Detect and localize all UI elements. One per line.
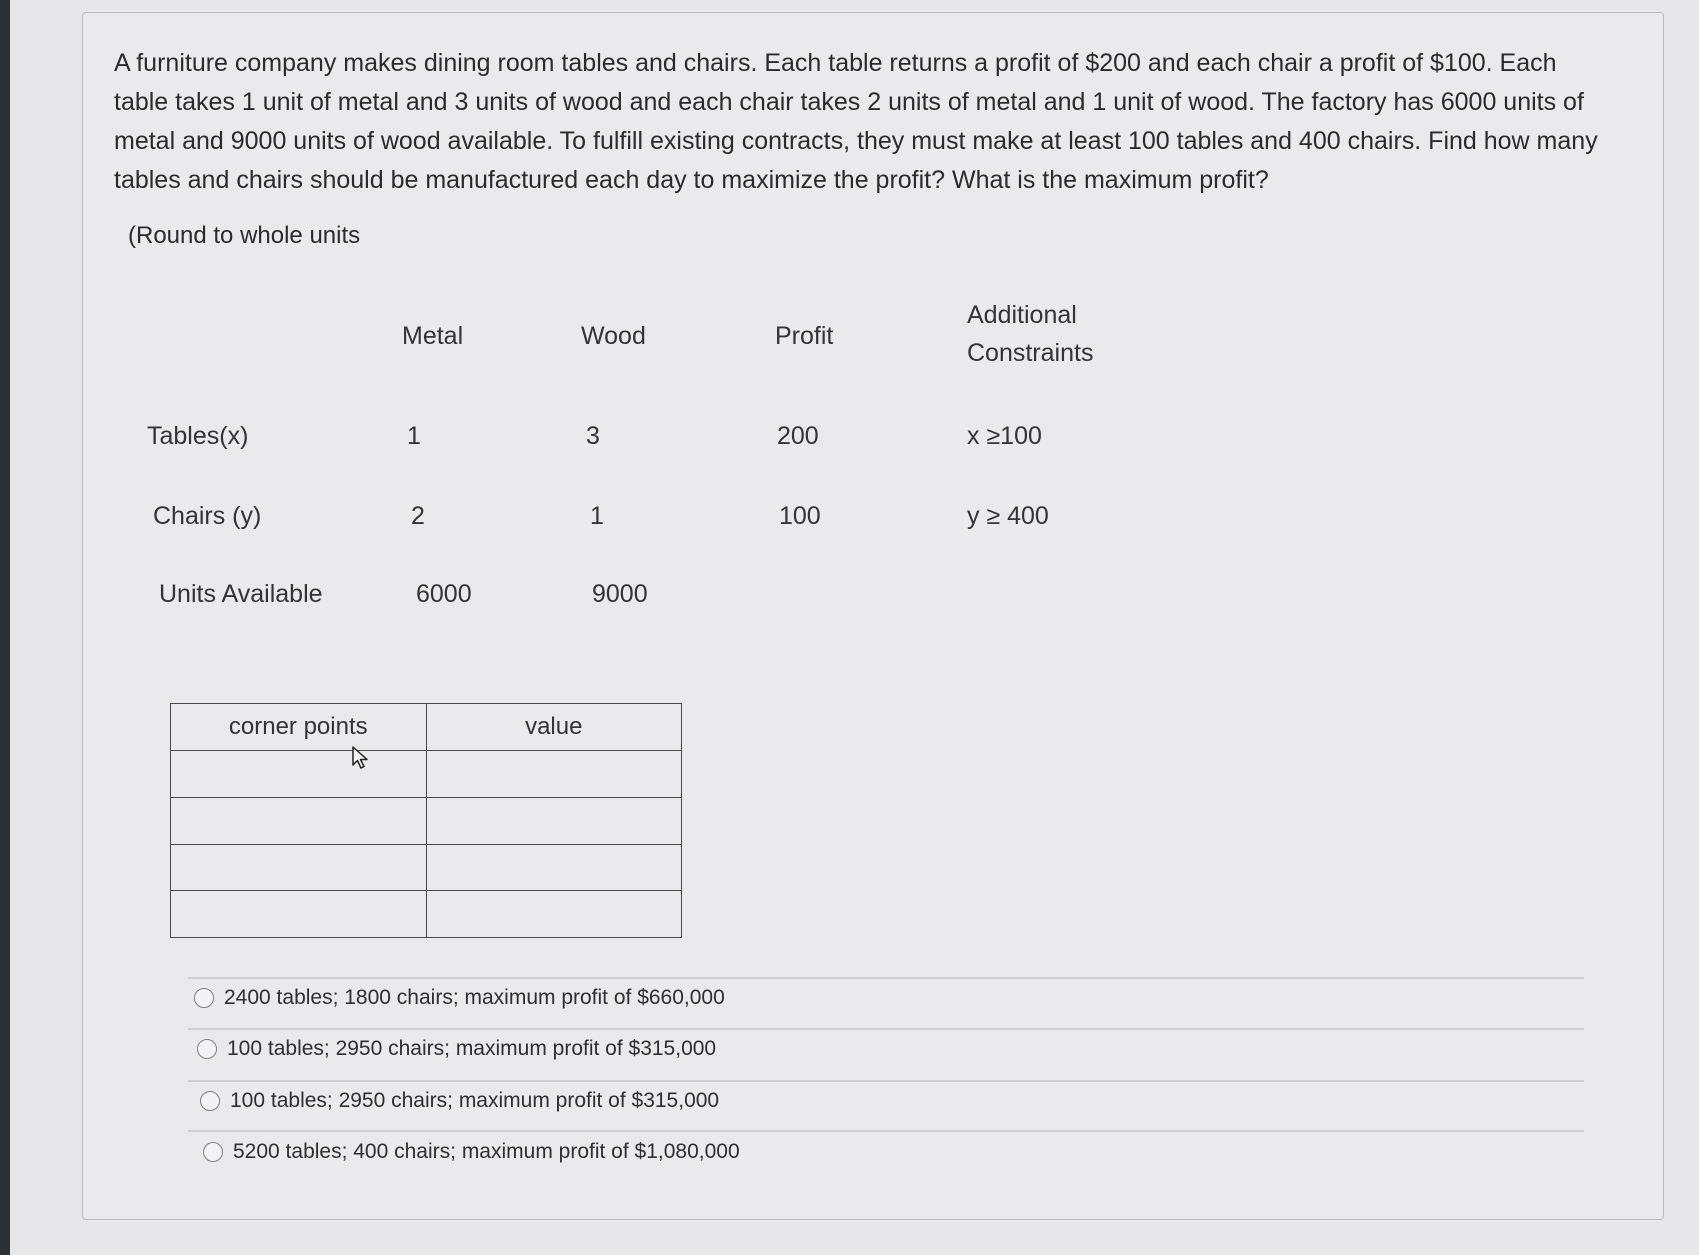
tables-profit: 200 xyxy=(777,422,819,450)
divider xyxy=(188,977,1584,979)
row-label-chairs: Chairs (y) xyxy=(153,502,262,530)
row-label-units-available: Units Available xyxy=(159,580,323,608)
tables-wood: 3 xyxy=(586,422,600,450)
available-metal: 6000 xyxy=(416,580,472,608)
chairs-metal: 2 xyxy=(411,502,425,530)
chairs-constraint: y ≥ 400 xyxy=(967,502,1049,530)
answer-option-2[interactable] xyxy=(197,1037,716,1061)
corner-points-table xyxy=(170,703,682,938)
corner-row xyxy=(171,797,682,844)
value-cell[interactable] xyxy=(426,891,682,938)
row-label-tables: Tables(x) xyxy=(147,422,249,450)
radio-unchecked-icon[interactable] xyxy=(197,1039,217,1059)
answer-option-4[interactable] xyxy=(203,1140,740,1164)
chairs-profit: 100 xyxy=(779,502,821,530)
answer-option-label: 2400 tables; 1800 chairs; maximum profit of $660,000 xyxy=(224,986,725,1009)
header-wood: Wood xyxy=(581,322,646,350)
chairs-wood: 1 xyxy=(590,502,604,530)
question-text: A furniture company makes dining room tables and chairs. Each table returns a profit of $200 and each chair a profit of $100. Each table takes 1 unit of metal and 3 units of wood and each chair takes 2 units of metal and 1 unit of wood. The factory has 6000 units of metal and 9000 units of wood available. To fulfill existing contracts, they must make at least 100 tables and 400 chairs. Find how many tables and chairs should be manufactured each day to maximize the profit? What is the maximum profit? xyxy=(114,49,1598,194)
value-cell[interactable] xyxy=(426,797,682,844)
header-value: value xyxy=(426,704,682,751)
corner-row xyxy=(171,891,682,938)
answer-option-label: 100 tables; 2950 chairs; maximum profit of $315,000 xyxy=(230,1089,720,1112)
answer-option-3[interactable] xyxy=(200,1089,719,1113)
radio-unchecked-icon[interactable] xyxy=(203,1142,223,1162)
tables-metal: 1 xyxy=(407,422,421,450)
header-profit: Profit xyxy=(775,322,834,350)
value-cell[interactable] xyxy=(426,751,682,798)
answer-option-label: 100 tables; 2950 chairs; maximum profit of $315,000 xyxy=(227,1037,717,1060)
corner-point-cell[interactable] xyxy=(171,751,427,798)
header-metal: Metal xyxy=(402,322,464,350)
answer-option-label: 5200 tables; 400 chairs; maximum profit of $1,080,000 xyxy=(233,1140,740,1163)
value-cell[interactable] xyxy=(426,844,682,891)
header-corner-points: corner points xyxy=(171,704,427,751)
available-wood: 9000 xyxy=(592,580,648,608)
header-additional-line1: Additional xyxy=(967,301,1077,329)
corner-row xyxy=(171,751,682,798)
corner-point-cell[interactable] xyxy=(171,797,427,844)
answer-option-1[interactable] xyxy=(194,986,725,1010)
corner-point-cell[interactable] xyxy=(171,844,427,891)
tables-constraint: x ≥100 xyxy=(967,422,1042,450)
header-additional-line2: Constraints xyxy=(967,339,1094,367)
rounding-note: (Round to whole units xyxy=(128,222,361,249)
corner-point-cell[interactable] xyxy=(171,891,427,938)
corner-row xyxy=(171,844,682,891)
divider xyxy=(188,1080,1584,1082)
header-additional-constraints xyxy=(967,296,1093,372)
divider xyxy=(188,1130,1584,1132)
radio-unchecked-icon[interactable] xyxy=(200,1091,220,1111)
radio-unchecked-icon[interactable] xyxy=(194,988,214,1008)
divider xyxy=(188,1028,1584,1030)
mouse-pointer-icon xyxy=(352,746,370,770)
